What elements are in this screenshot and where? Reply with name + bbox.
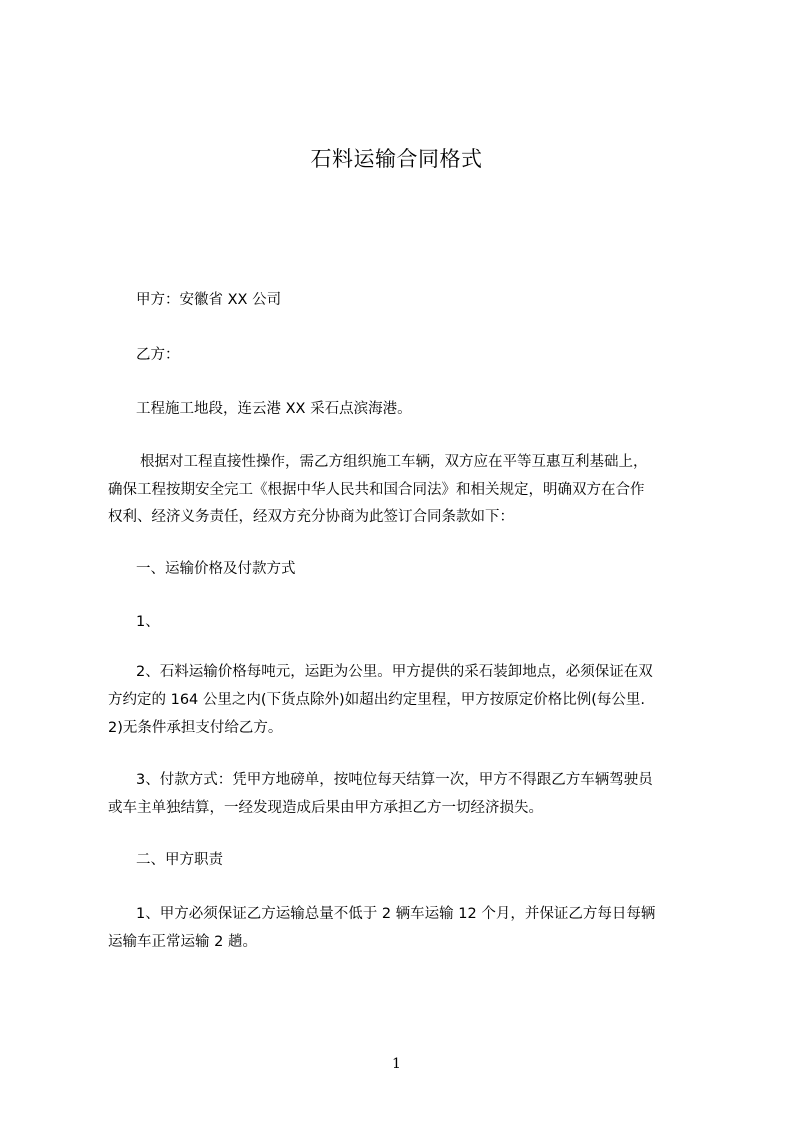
document-title: 石料运输合同格式 xyxy=(310,147,483,171)
section-1-item-2-line-1: 2、石料运输价格每吨元，运距为公里。甲方提供的采石装卸地点，必须保证在双 xyxy=(136,664,653,680)
preamble-line-2: 确保工程按期安全完工《根据中华人民共和国合同法》和相关规定，明确双方在合作 xyxy=(108,482,645,498)
section-1-item-3-line-1: 3、付款方式：凭甲方地磅单，按吨位每天结算一次，甲方不得跟乙方车辆驾驶员 xyxy=(136,772,653,788)
page-number: 1 xyxy=(392,1056,401,1072)
section-2-item-1-line-1: 1、甲方必须保证乙方运输总量不低于 2 辆车运输 12 个月，并保证乙方每日每辆 xyxy=(136,906,656,922)
section-2-item-1-line-2: 运输车正常运输 2 趟。 xyxy=(108,934,257,950)
section-2-heading: 二、甲方职责 xyxy=(136,852,223,868)
section-1-item-3-line-2: 或车主单独结算，一经发现造成后果由甲方承担乙方一切经济损失。 xyxy=(108,800,543,816)
section-1-item-2-line-2: 方约定的 164 公里之内(下货点除外)如超出约定里程，甲方按原定价格比例(每公里. xyxy=(108,692,645,708)
party-b-line: 乙方： xyxy=(136,347,180,363)
preamble-line-3: 权利、经济义务责任，经双方充分协商为此签订合同条款如下： xyxy=(108,509,514,525)
section-1-heading: 一、运输价格及付款方式 xyxy=(136,561,296,577)
site-line: 工程施工地段，连云港 XX 采石点滨海港。 xyxy=(136,401,412,417)
preamble-line-1: 根据对工程直接性操作，需乙方组织施工车辆，双方应在平等互惠互利基础上， xyxy=(140,454,648,470)
section-1-item-1: 1、 xyxy=(136,614,160,630)
party-a-line: 甲方：安徽省 XX 公司 xyxy=(136,292,282,308)
section-1-item-2-line-3: 2)无条件承担支付给乙方。 xyxy=(108,720,283,736)
